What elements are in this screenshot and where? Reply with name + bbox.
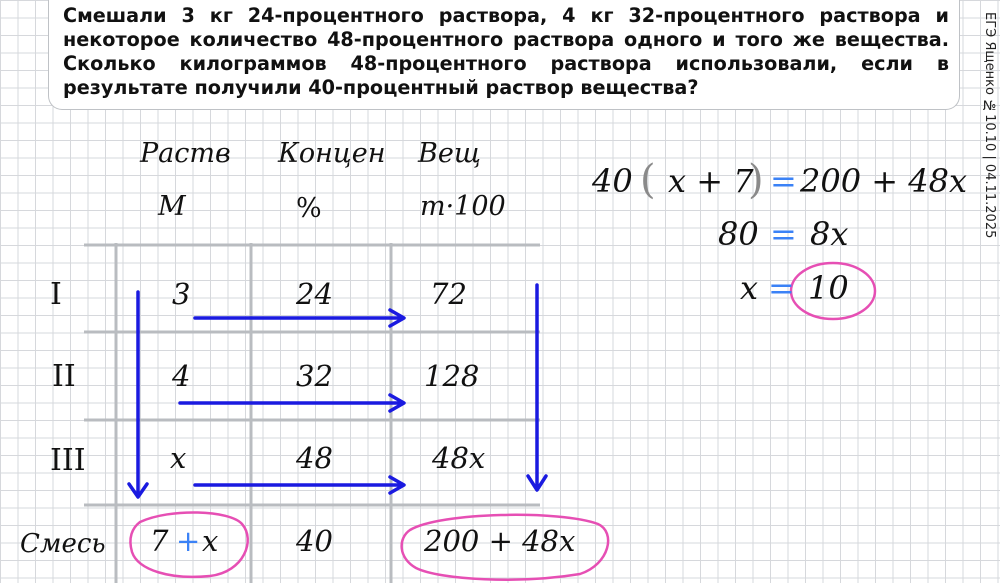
subheader-percent: % [296,193,322,224]
arrow-row-2 [180,395,404,411]
subheader-mass: М [158,191,186,222]
mix-label: Смесь [20,529,106,559]
eq2-equals: = [770,215,797,253]
mix-mass-plus: + [176,524,201,558]
header-concentration: Концен [278,138,386,169]
arrow-row-1 [195,310,404,326]
mix-substance: 200 + 48x [424,524,576,558]
mix-mass-7: 7 [150,524,169,558]
eq1-equals: = [770,162,797,200]
row-3-label: III [50,443,86,478]
eq2-rhs: 8x [810,215,849,253]
row-3-mass: x [170,441,187,475]
mix-mass-x: x [202,524,219,558]
subheader-mass-times-100: m·100 [420,191,506,222]
row-1-percent: 24 [296,277,333,311]
answer-value: 10 [808,269,849,307]
eq1-right-paren: ) [748,157,764,203]
eq3-lhs: x [740,269,759,307]
source-label: ЕГЭ Ященко №10.10 | 04.11.2025 [982,12,997,239]
header-solution: Раств [140,138,231,169]
eq1-rhs: 200 + 48x [800,162,967,200]
row-2-mass: 4 [172,359,191,393]
row-1-mass: 3 [172,277,191,311]
row-2-label: II [52,359,76,394]
row-1-label: I [50,277,62,312]
row-2-substance: 128 [424,359,480,393]
arrow-down-left [129,292,147,497]
row-1-substance: 72 [430,277,467,311]
eq1-coefficient: 40 [592,162,633,200]
eq3-equals: = [768,269,795,307]
arrow-down-right [528,285,546,490]
row-2-percent: 32 [296,359,333,393]
header-substance: Вещ [418,138,481,169]
eq1-left-paren: ( [640,157,656,203]
row-3-percent: 48 [296,441,333,475]
problem-text: Смешали 3 кг 24-процентного раствора, 4 кг 32-процентного раствора и некоторое количество 48-процентного раствора одного и того же вещества. Сколько килограммов 48-процентного раствора использовали, если в результате получили 40-процентный раствор вещества? [63,4,949,99]
mix-percent: 40 [296,524,333,558]
row-3-substance: 48x [432,441,486,475]
arrow-row-3 [195,477,404,493]
eq2-lhs: 80 [718,215,759,253]
eq1-inner: x + 7 [668,162,754,200]
